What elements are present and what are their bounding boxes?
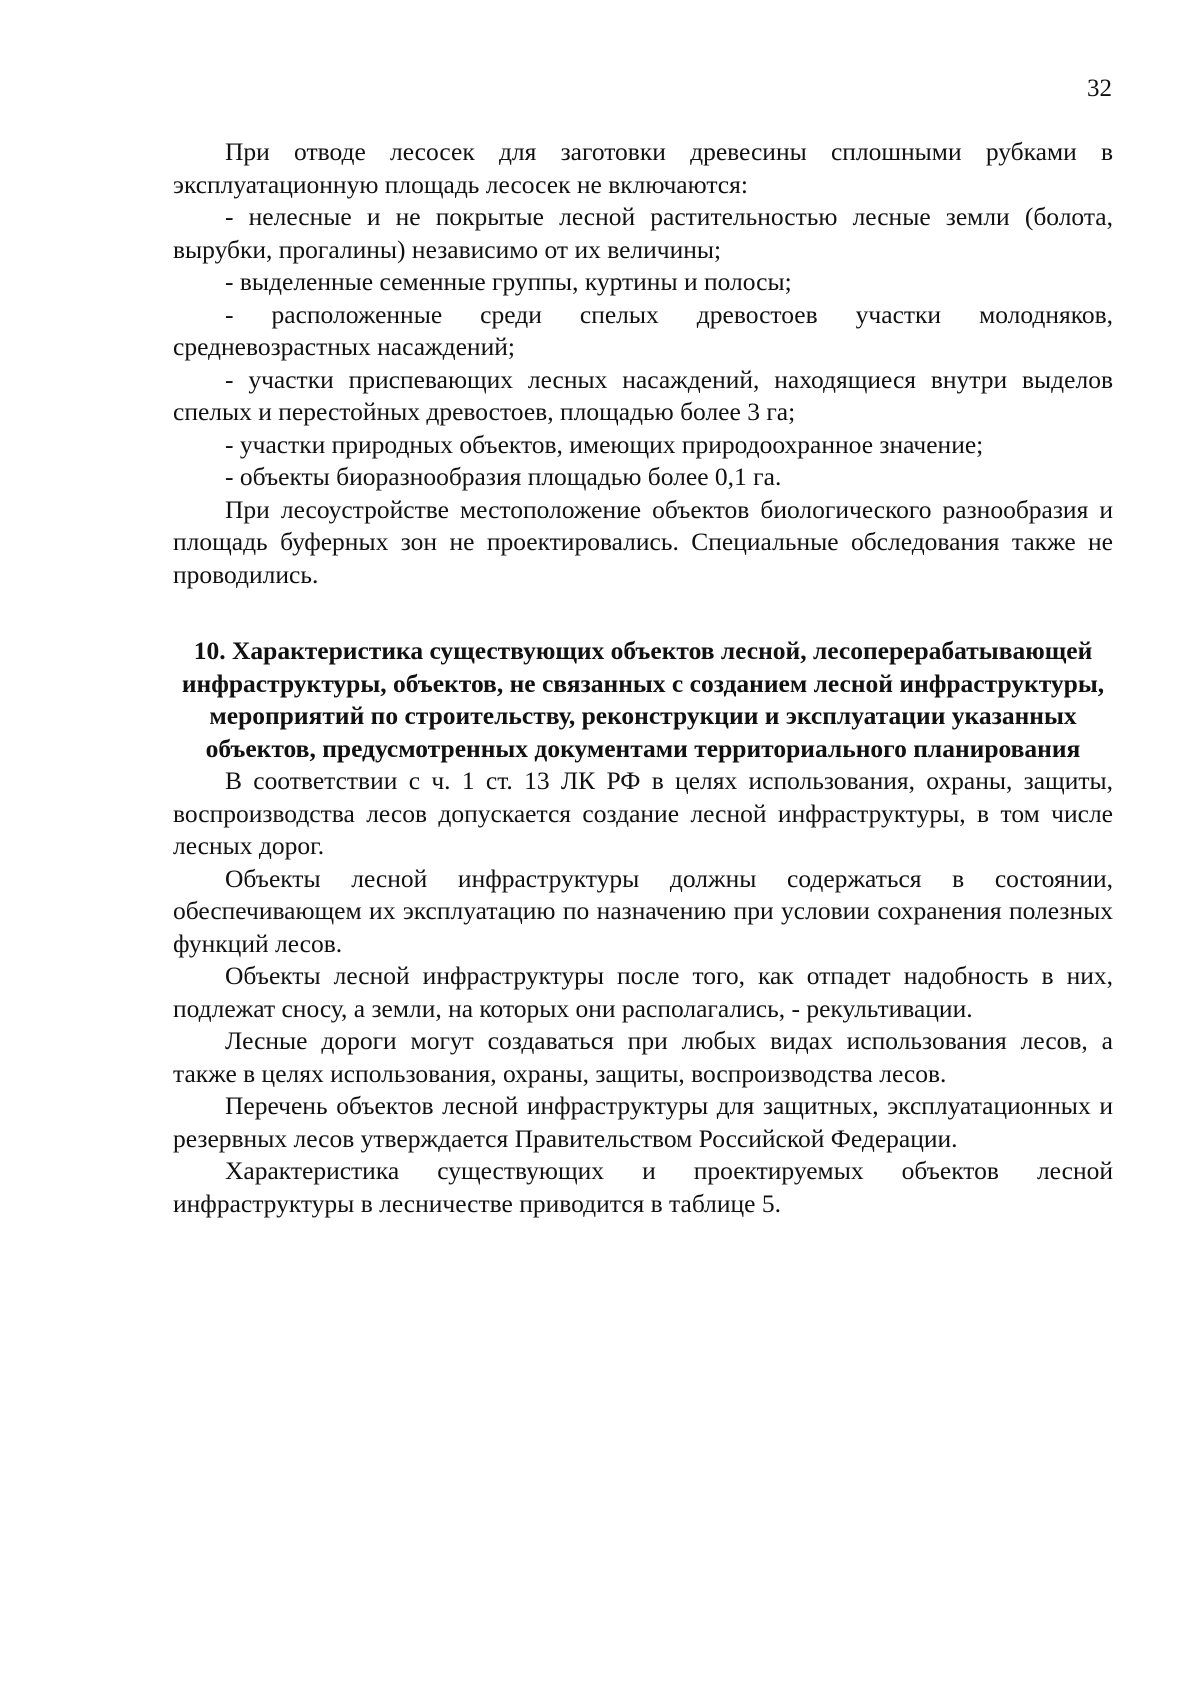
list-item: - участки приспевающих лесных насаждений, находящиеся внутри выделов спелых и перестойных древостоев, площадью более 3 га; xyxy=(173,364,1113,426)
list-item: - выделенные семенные группы, куртины и полосы; xyxy=(225,267,792,296)
paragraph: При отводе лесосек для заготовки древесины сплошными рубками в эксплуатационную площадь лесосек не включаются: xyxy=(173,137,1113,199)
paragraph: В соответствии с ч. 1 ст. 13 ЛК РФ в целях использования, охраны, защиты, воспроизводства лесов допускается создание лесной инфраструктуры, в том числе лесных дорог. xyxy=(173,766,1113,860)
list-item: - расположенные среди спелых древостоев участки молодняков, средневозрастных насаждений; xyxy=(173,299,1113,361)
paragraph: Характеристика существующих и проектируемых объектов лесной инфраструктуры в лесничестве приводится в таблице 5. xyxy=(173,1156,1113,1218)
page-number: 32 xyxy=(1087,75,1112,102)
paragraph: Перечень объектов лесной инфраструктуры для защитных, эксплуатационных и резервных лесов утверждается Правительством Российской Федерации. xyxy=(173,1091,1113,1153)
paragraph: Объекты лесной инфраструктуры должны содержаться в состоянии, обеспечивающем их эксплуатацию по назначению при условии сохранения полезных функций лесов. xyxy=(173,863,1113,958)
list-item: - объекты биоразнообразия площадью более 0,1 га. xyxy=(225,462,782,491)
list-item: - участки природных объектов, имеющих природоохранное значение; xyxy=(225,429,984,459)
paragraph: При лесоустройстве местоположение объектов биологического разнообразия и площадь буферных зон не проектировались. Специальные обследования также не проводились. xyxy=(173,494,1113,589)
paragraph: Лесные дороги могут создаваться при любых видах использования лесов, а также в целях использования, охраны, защиты, воспроизводства лесов. xyxy=(173,1026,1113,1088)
document-body xyxy=(173,136,1113,1220)
section-heading: 10. Характеристика существующих объектов лесной, лесоперерабатывающей инфраструктуры, объектов, не связанных с созданием лесной инфраструктуры, мероприятий по строительству, реконструкции и эксплуатации указанных объектов, предусмотренных документами территориального планирования xyxy=(181,636,1105,763)
paragraph: Объекты лесной инфраструктуры после того, как отпадет надобность в них, подлежат сносу, а земли, на которых они располагались, - рекультивации. xyxy=(173,961,1113,1023)
list-item: - нелесные и не покрытые лесной растительностью лесные земли (болота, вырубки, прогалины) независимо от их величины; xyxy=(173,202,1113,264)
